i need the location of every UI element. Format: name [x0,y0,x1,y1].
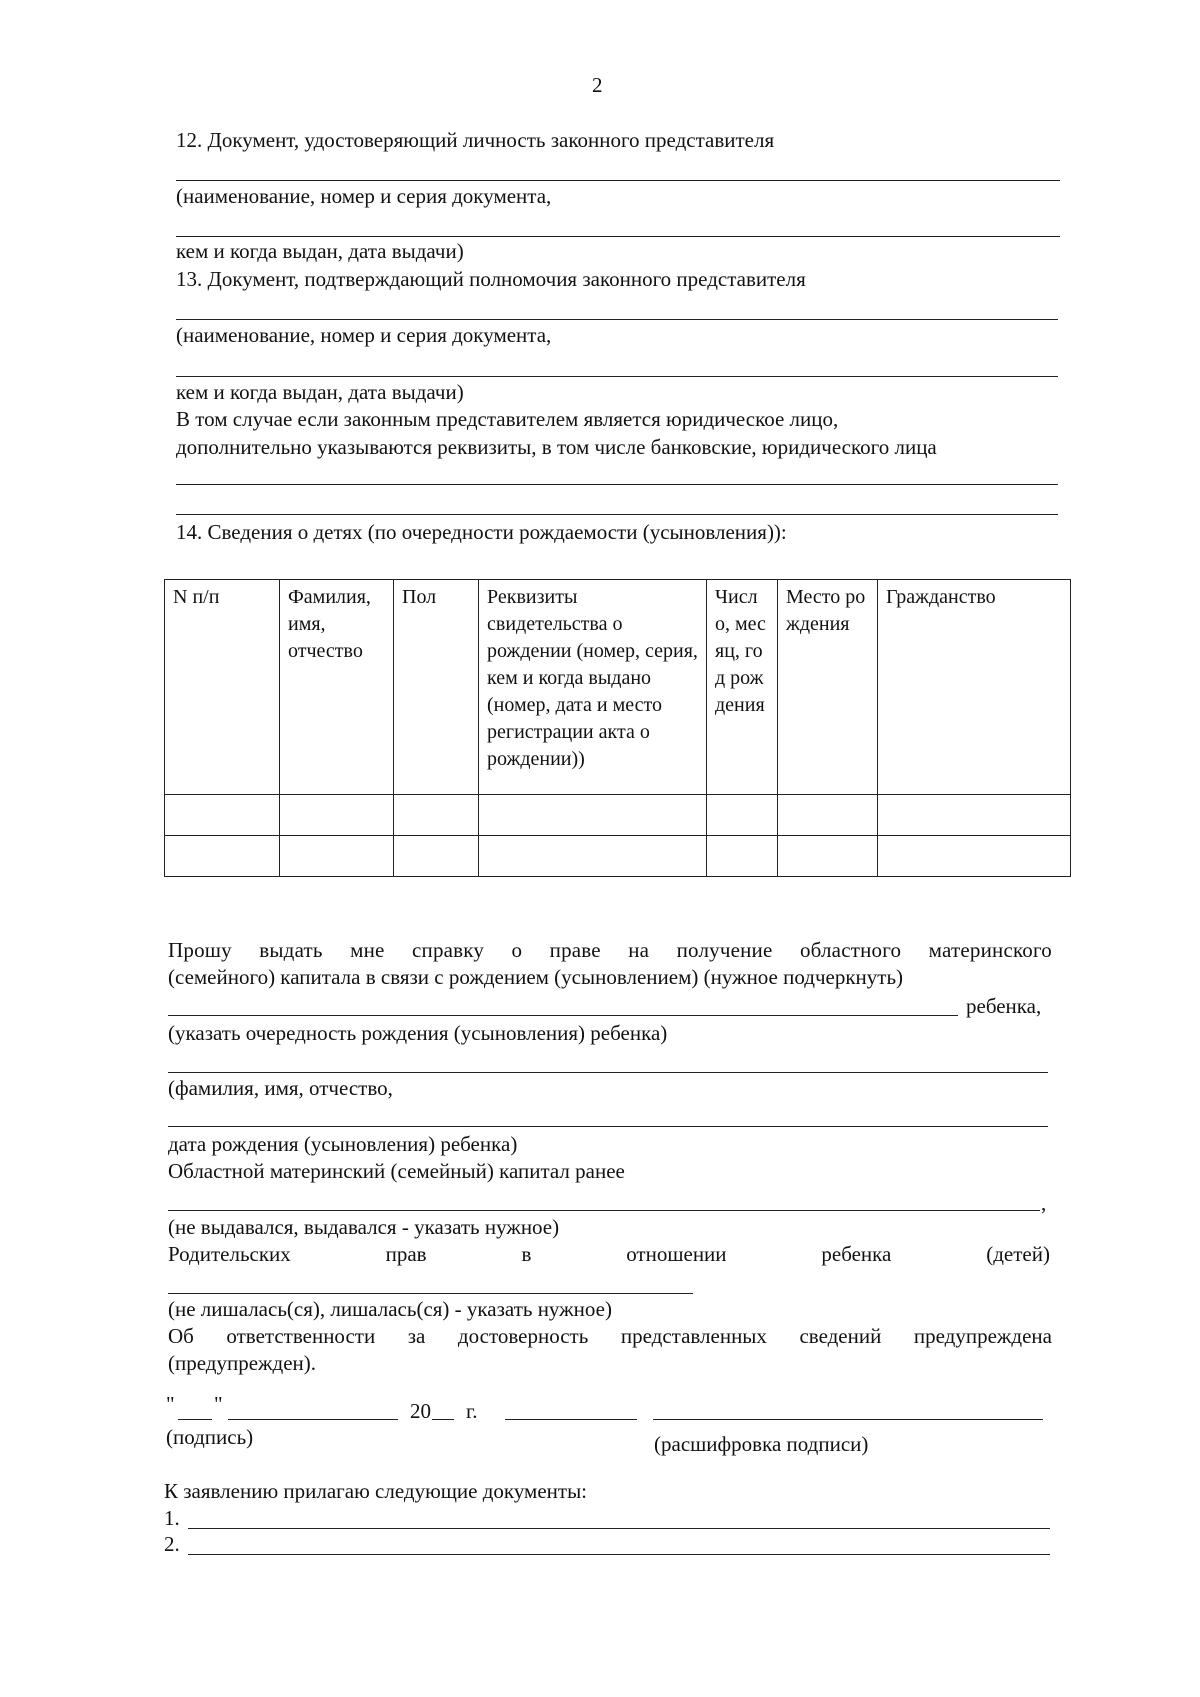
section-14-title: 14. Сведения о детях (по очередности рождаемости (усыновления)): [176,520,787,544]
section-12-title: 12. Документ, удостоверяющий личность законного представителя [176,128,775,152]
hint-issued: (не выдавался, выдавался - указать нужное) [168,1215,560,1239]
section-13-hint-issued: кем и когда выдан, дата выдачи) [176,380,464,404]
col-header-birth-place: Место рождения [778,580,878,795]
col-header-sex: Пол [394,580,479,795]
table-cell[interactable] [394,795,479,836]
attachment-number: 1. [164,1506,180,1530]
hint-rights: (не лишалась(ся), лишалась(ся) - указать нужное) [168,1297,612,1321]
blank-line[interactable] [176,180,1060,181]
request-line-2: (семейного) капитала в связи с рождением (усыновлением) (нужное подчеркнуть) [168,965,904,989]
blank-line[interactable] [176,376,1058,377]
col-header-fio: Фамилия, имя, отчество [280,580,394,795]
hint-child-fio: (фамилия, имя, отчество, [168,1076,393,1100]
blank-line[interactable] [176,236,1060,237]
hint-child-dob: дата рождения (усыновления) ребенка) [168,1132,518,1156]
year-suffix: г. [466,1399,478,1423]
date-month-blank[interactable] [228,1419,398,1420]
attachment-blank[interactable] [188,1554,1050,1555]
section-12-hint-issued: кем и когда выдан, дата выдачи) [176,239,464,263]
legal-entity-note-1: В том случае если законным представителем является юридическое лицо, [176,407,839,431]
table-cell[interactable] [165,795,280,836]
year-prefix: 20 [410,1399,431,1423]
signature-decode-blank[interactable] [653,1419,1043,1420]
responsibility-note: Об ответственности за достоверность представленных сведений предупреждена (предупрежден). [168,1324,1052,1375]
table-cell[interactable] [165,836,280,877]
rights-word: в [521,1242,532,1266]
table-cell[interactable] [778,795,878,836]
col-header-certificate: Реквизиты свидетельства о рождении (номер, серия, кем и когда выдано (номер, дата и место регистрации акта о рождении)) [479,580,707,795]
attachment-number: 2. [164,1532,180,1556]
section-13-title: 13. Документ, подтверждающий полномочия законного представителя [176,267,806,291]
blank-line[interactable] [168,1015,958,1016]
section-12-hint-name: (наименование, номер и серия документа, [176,184,552,208]
request-line-1: Прошу выдать мне справку о праве на получение областного материнского [168,938,1052,962]
capital-before-label: Областной материнский (семейный) капитал ранее [168,1159,625,1183]
blank-line[interactable] [168,1126,1048,1127]
parental-rights-line [168,1241,1050,1267]
col-header-citizenship: Гражданство [878,580,1071,795]
table-cell[interactable] [878,795,1071,836]
rights-word: Родительских [168,1242,291,1266]
comma: , [1041,1191,1047,1215]
date-day-blank[interactable] [178,1419,212,1420]
rights-word: отношении [626,1242,727,1266]
legal-entity-note-2: дополнительно указываются реквизиты, в том числе банковские, юридического лица [176,435,937,459]
blank-line[interactable] [176,514,1058,515]
table-row [165,795,1071,836]
table-cell[interactable] [707,795,778,836]
blank-line[interactable] [168,1293,693,1294]
hint-child-order: (указать очередность рождения (усыновления) ребенка) [168,1021,668,1045]
col-header-birth-date: Число, месяц, год рождения [707,580,778,795]
table-cell[interactable] [280,836,394,877]
table-row [165,836,1071,877]
attachments-title: К заявлению прилагаю следующие документы: [164,1479,588,1503]
table-header-row [165,580,1071,795]
date-quote-open: " [166,1392,175,1416]
rights-word: (детей) [986,1242,1050,1266]
table-cell[interactable] [394,836,479,877]
year-blank[interactable] [432,1419,454,1420]
children-table [164,579,1071,877]
child-word: ребенка, [966,994,1042,1018]
rights-word: ребенка [821,1242,892,1266]
signature-blank[interactable] [505,1419,637,1420]
blank-line[interactable] [168,1210,1040,1211]
col-header-number: N п/п [165,580,280,795]
blank-line[interactable] [176,319,1058,320]
page-number: 2 [592,73,603,97]
table-cell[interactable] [280,795,394,836]
table-cell[interactable] [707,836,778,877]
rights-word: прав [385,1242,427,1266]
signature-decode-label: (расшифровка подписи) [654,1432,869,1456]
signature-label: (подпись) [166,1425,254,1449]
table-cell[interactable] [479,836,707,877]
attachment-blank[interactable] [188,1528,1050,1529]
blank-line[interactable] [176,484,1058,485]
date-quote-close: " [214,1392,223,1416]
table-cell[interactable] [878,836,1071,877]
table-cell[interactable] [479,795,707,836]
blank-line[interactable] [168,1072,1048,1073]
section-13-hint-name: (наименование, номер и серия документа, [176,323,552,347]
table-cell[interactable] [778,836,878,877]
